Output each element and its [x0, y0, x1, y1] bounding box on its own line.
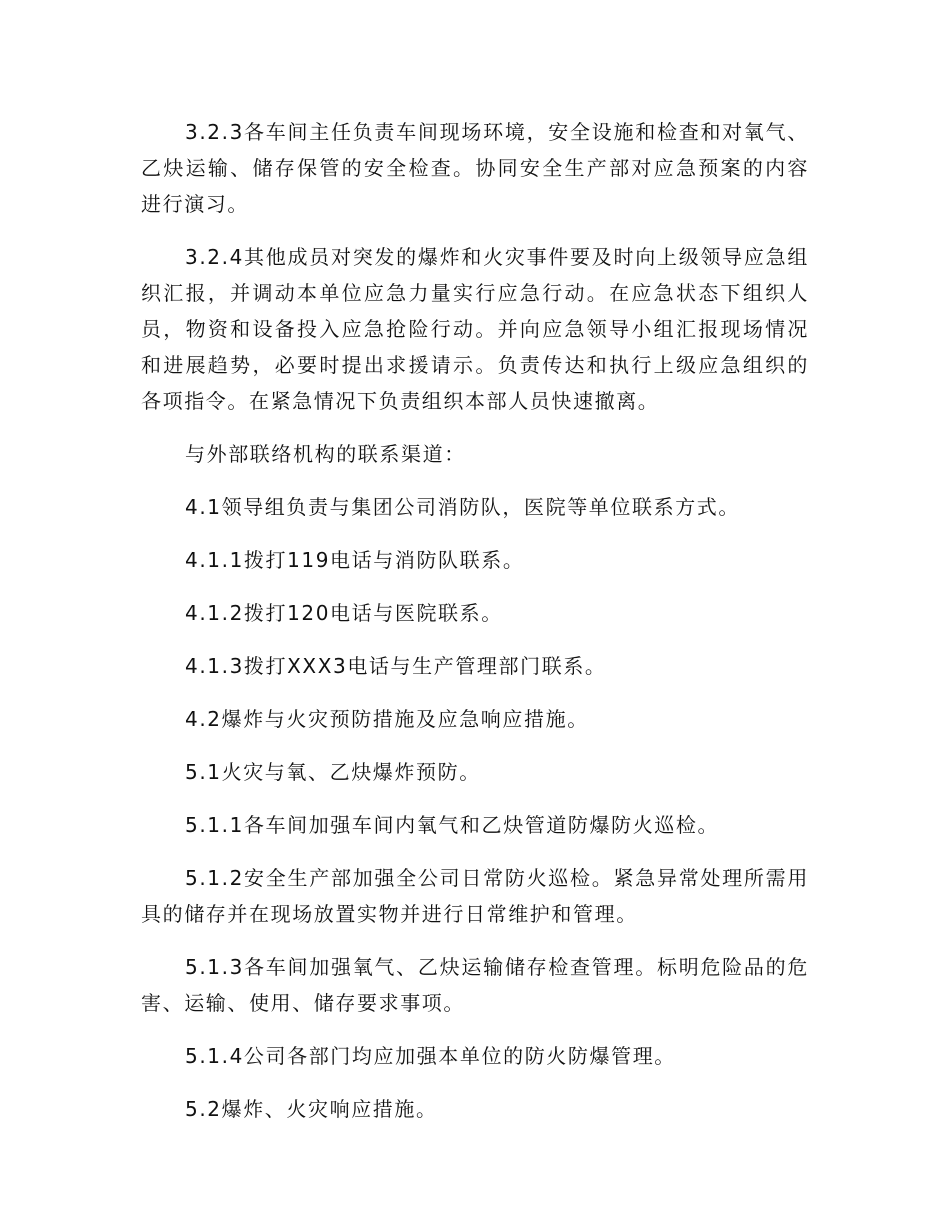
paragraph-4-2: 4.2爆炸与火灾预防措施及应急响应措施。	[185, 707, 589, 731]
paragraph-5-1-4: 5.1.4公司各部门均应加强本单位的防火防爆管理。	[185, 1044, 676, 1068]
document-body	[141, 114, 809, 1144]
paragraph-3-2-3: 3.2.3各车间主任负责车间现场环境，安全设施和检查和对氧气、乙炔运输、储存保管的安全检查。协同安全生产部对应急预案的内容进行演习。	[141, 120, 809, 216]
paragraph-5-1: 5.1火灾与氧、乙炔爆炸预防。	[185, 760, 481, 784]
paragraph-4-1-3: 4.1.3拨打XXX3电话与生产管理部门联系。	[185, 654, 607, 678]
paragraph-4-1: 4.1领导组负责与集团公司消防队，医院等单位联系方式。	[185, 495, 741, 519]
paragraph-3-2-4: 3.2.4其他成员对突发的爆炸和火灾事件要及时向上级领导应急组织汇报，并调动本单位应急力量实行应急行动。在应急状态下组织人员，物资和设备投入应急抢险行动。并向应急领导小组汇报现场情况和进展趋势，必要时提出求援请示。负责传达和执行上级应急组织的各项指令。在紧急情况下负责组织本部人员快速撤离。	[141, 245, 809, 413]
paragraph-5-1-2: 5.1.2安全生产部加强全公司日常防火巡检。紧急异常处理所需用具的储存并在现场放置实物并进行日常维护和管理。	[141, 866, 809, 926]
paragraph-external-contact-heading: 与外部联络机构的联系渠道：	[185, 442, 466, 466]
paragraph-4-1-2: 4.1.2拨打120电话与医院联系。	[185, 601, 503, 625]
paragraph-5-2: 5.2爆炸、火灾响应措施。	[185, 1097, 438, 1121]
paragraph-5-1-1: 5.1.1各车间加强车间内氧气和乙炔管道防爆防火巡检。	[185, 813, 720, 837]
paragraph-5-1-3: 5.1.3各车间加强氧气、乙炔运输储存检查管理。标明危险品的危害、运输、使用、储存要求事项。	[141, 955, 809, 1015]
paragraph-4-1-1: 4.1.1拨打119电话与消防队联系。	[185, 548, 525, 572]
